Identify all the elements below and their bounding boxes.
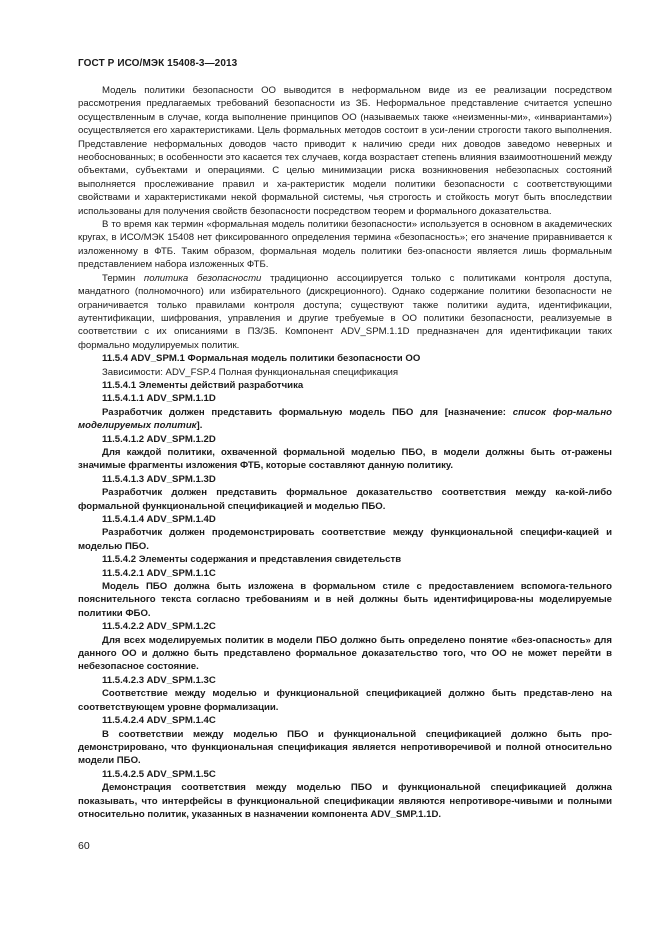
- element-text-1-3d: Разработчик должен представить формальное доказательство соответствия между ка-кой-либо формальной функциональной спецификацией и моделью ПБО.: [78, 487, 612, 512]
- section-developer-actions: 11.5.4.1 Элементы действий разработчика: [102, 379, 304, 391]
- paragraph-security-policy-term: [78, 272, 612, 352]
- element-id-1-4d: 11.5.4.1.4 ADV_SPM.1.4D: [102, 514, 216, 525]
- p3-end: традиционно ассоциируется только с политиками контроля доступа, мандатного (полномочного) или избирательного (дискреционного). Однако содержание политики безопасности не ограничивается только правилами контроля доступа; существуют также политики аудита, идентификации, аутентификации, шифрования, управления и другие требуемые в ОО политики безопасности, реализуемые в соответствии с их описаниями в ПЗ/ЗБ. Компонент ADV_SPM.1.1D предназначен для идентификации таких формально модулируемых политик.: [78, 272, 612, 351]
- element-id-1-1d: 11.5.4.1.1 ADV_SPM.1.1D: [102, 393, 216, 405]
- component-dependencies: Зависимости: ADV_FSP.4 Полная функциональная спецификация: [102, 366, 399, 378]
- paragraph-informal-model: Модель политики безопасности ОО выводится в неформальном виде из ее реализации посредством рассмотрения предлагаемых требований безопасности из ЗБ. Неформальное представление считается успешно осуществленным в случае, когда выполнение принципов ОО (называемых также «неизменны-ми», «инвариантами») осуществляется его характеристиками. Цель формальных методов состоит в уси-лении строгости такого выполнения. Представление неформальных доводов часто приводит к наличию среди них доводов заведомо неверных и необоснованных; в особенности это касается тех случаев, когда возрастает степень влияния взаимоотношений между объектами, субъектами и операциями. С целью минимизации риска возникновения небезопасных состояний выполняется прослеживание правил и ха-рактеристик модели политики безопасности с соответствующими свойствами и характеристиками некой формальной системы, чья строгость и стойкость могут быть впоследствии использованы для получения свойств безопасности посредством теорем и формального доказательства.: [78, 85, 612, 217]
- e1-end: ].: [196, 420, 203, 432]
- element-id-1-3c: 11.5.4.2.3 ADV_SPM.1.3C: [102, 674, 216, 686]
- section-content-elements: 11.5.4.2 Элементы содержания и представления свидетельств: [102, 554, 402, 566]
- e1-italic: список фор-мально моделируемых политик: [78, 406, 612, 432]
- element-text-1-5c: Демонстрация соответствия между моделью ПБО и функциональной спецификацией должна показывать, что интерфейсы в функциональной спецификации являются непротиворе-чивыми и полными относительно политик, указанных в назначении компонента ADV_SMP.1.1D.: [78, 782, 612, 820]
- p3-start: Термин: [102, 272, 144, 284]
- document-body: [78, 84, 612, 821]
- element-text-1-3c: Соответствие между моделью и функциональной спецификацией должно быть представ-лено на соответствующем уровне формализации.: [78, 688, 612, 713]
- element-text-1-1c: Модель ПБО должна быть изложена в формальном стиле с предоставлением вспомога-тельного пояснительного текста согласно требованиям и в ней должны быть идентифицирова-ны моделируемые политики ФБО.: [78, 581, 612, 619]
- element-text-1-4d: Разработчик должен продемонстрировать соответствие между функциональной специфи-кацией и моделью ПБО.: [78, 527, 612, 552]
- element-text-1-2c: Для всех моделируемых политик в модели ПБО должно быть определено понятие «без-опасность» для данного ОО и должно быть представлено формальное доказательство того, что ОО не может перейти в небезопасное состояние.: [78, 634, 612, 673]
- element-text-1-2d: Для каждой политики, охваченной формальной моделью ПБО, в модели должны быть от-ражены значимые фрагменты изложения ФТБ, которые составляют данную политику.: [78, 446, 612, 472]
- element-id-1-5c: 11.5.4.2.5 ADV_SPM.1.5C: [102, 768, 216, 780]
- element-id-1-1c: 11.5.4.2.1 ADV_SPM.1.1C: [102, 567, 216, 579]
- element-id-1-2c: 11.5.4.2.2 ADV_SPM.1.2C: [102, 621, 216, 633]
- page-header: ГОСТ Р ИСО/МЭК 15408-3—2013: [78, 58, 238, 69]
- element-id-1-4c: 11.5.4.2.4 ADV_SPM.1.4C: [102, 715, 216, 727]
- e1-start: Разработчик должен представить формальную модель ПБО для [назначение:: [102, 406, 513, 418]
- element-id-1-2d: 11.5.4.1.2 ADV_SPM.1.2D: [102, 433, 216, 445]
- element-id-1-3d: 11.5.4.1.3 ADV_SPM.1.3D: [102, 473, 216, 485]
- paragraph-formal-model-term: В то время как термин «формальная модель политики безопасности» используется в основном в академических кругах, в ИСО/МЭК 15408 нет фиксированного определения термина «безопасность»; его значение приравнивается к изложенному в ФТБ. Таким образом, формальная модель политики без-опасности является лишь формальным представлением набора изложенных ФТБ.: [78, 219, 612, 271]
- component-title: 11.5.4 ADV_SPM.1 Формальная модель политики безопасности ОО: [102, 353, 421, 365]
- page-number: 60: [78, 840, 90, 852]
- element-text-1-4c: В соответствии между моделью ПБО и функциональной спецификацией должно быть про-демонстрировано, что функциональная спецификация является непротиворечивой и полной относительно модели ПБО.: [78, 728, 612, 767]
- p3-italic-term: политика безопасности: [143, 272, 262, 284]
- element-text-1-1d: [78, 406, 612, 433]
